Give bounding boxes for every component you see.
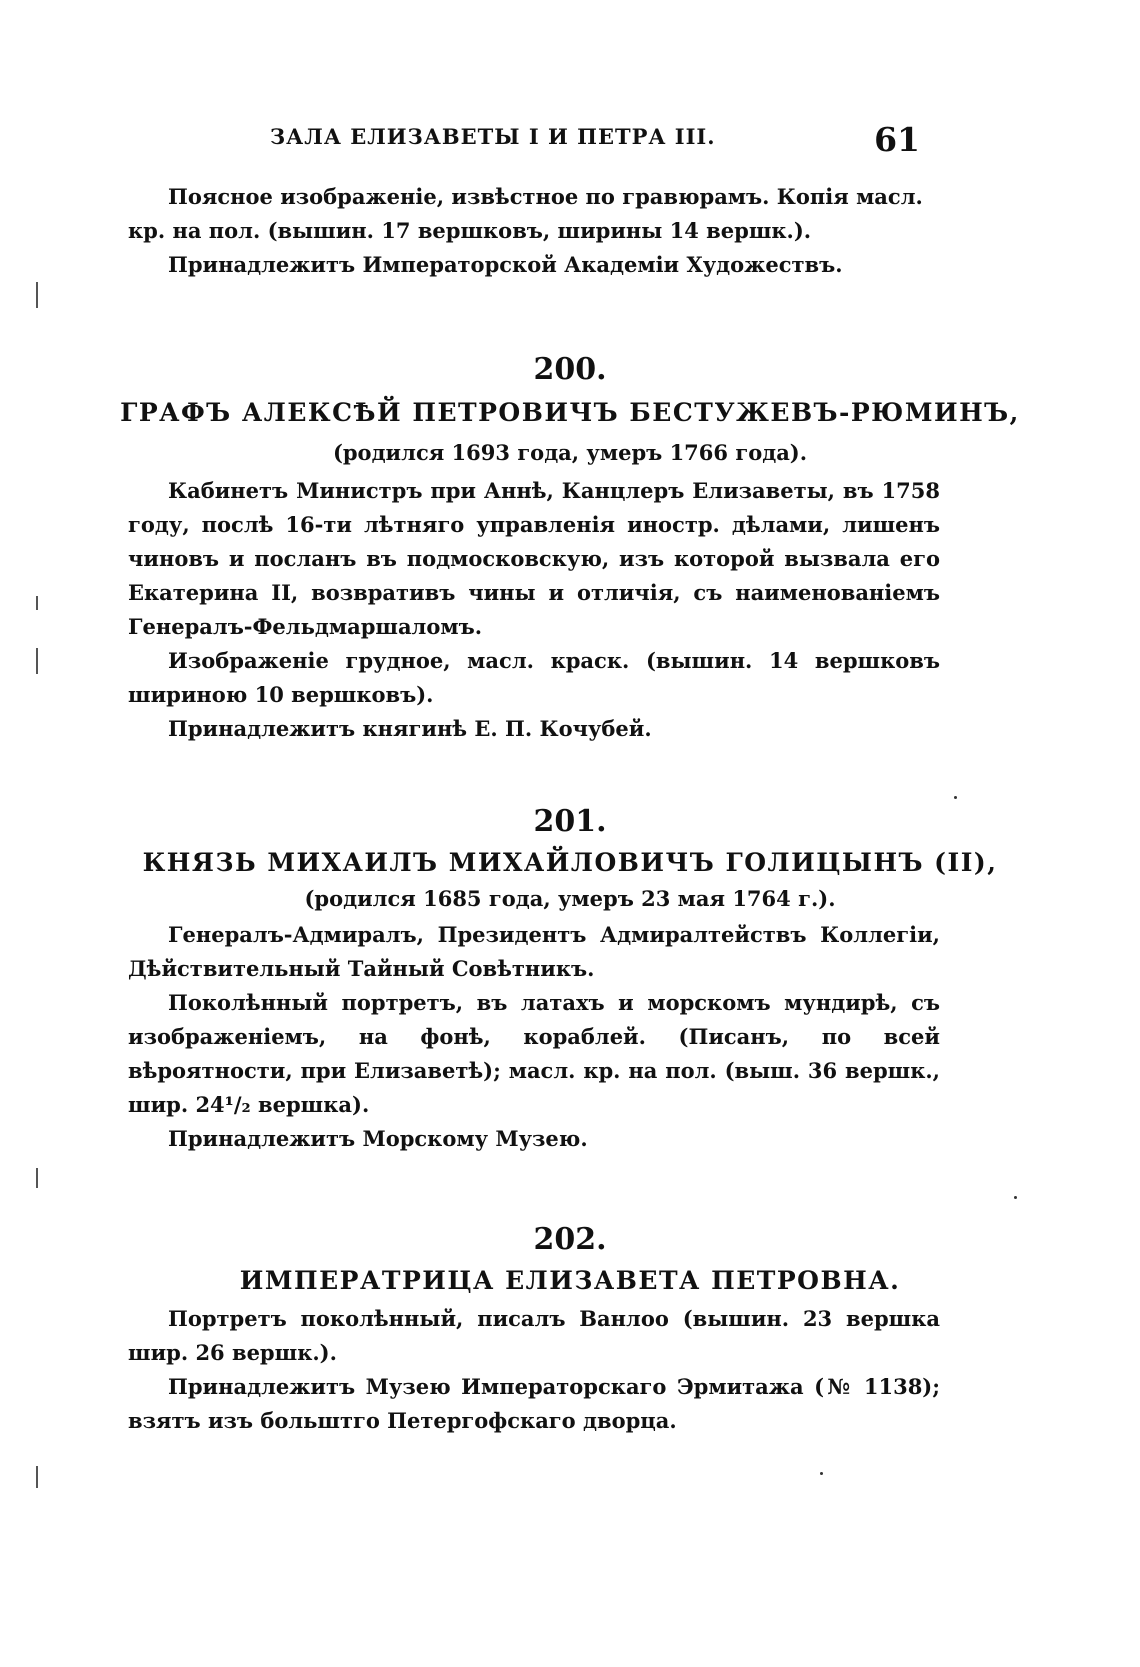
scan-mark xyxy=(36,282,38,308)
page-number: 61 xyxy=(874,120,920,159)
entry-201-owner: Принадлежитъ Морскому Музею. xyxy=(168,1126,588,1151)
page-header xyxy=(170,120,920,160)
entry-201-description: Поколѣнный портретъ, въ латахъ и морскомъ мундирѣ, съ изображеніемъ, на фонѣ, кораблей. (Писанъ, по всей вѣроятности, при Елизаветѣ); масл. кр. на пол. (выш. 36 вершк., шир. 24¹/₂ вершка). xyxy=(128,990,940,1117)
intro-line-2: кр. на пол. (вышин. 17 вершковъ, ширины 14 вершк.). xyxy=(128,218,812,243)
entry-201-title: КНЯЗЬ МИХАИЛЪ МИХАЙЛОВИЧЪ ГОЛИЦЫНЪ (II), xyxy=(142,848,998,877)
scan-mark xyxy=(36,1466,38,1488)
entry-202-number: 202. xyxy=(533,1222,607,1257)
scan-mark xyxy=(36,596,38,610)
entry-200-dates: (родился 1693 года, умеръ 1766 года). xyxy=(332,440,808,465)
entry-201-number: 201. xyxy=(533,804,607,839)
intro-line-3: Принадлежитъ Императорской Академіи Художествъ. xyxy=(168,252,843,277)
entry-200-body xyxy=(128,474,940,746)
entry-202-body xyxy=(128,1302,940,1438)
scan-speck xyxy=(820,1472,823,1475)
entry-202-title: ИМПЕРАТРИЦА ЕЛИЗАВЕТА ПЕТРОВНА. xyxy=(239,1266,901,1295)
entry-202-description: Портретъ поколѣнный, писалъ Ванлоо (вышин. 23 вершка шир. 26 вершк.). xyxy=(128,1306,940,1365)
entry-201-dates: (родился 1685 года, умеръ 23 мая 1764 г.). xyxy=(304,886,836,911)
scan-speck xyxy=(1014,1196,1017,1199)
intro-line-1: Поясное изображеніе, извѣстное по гравюрамъ. Копія масл. xyxy=(168,184,923,209)
entry-200-number: 200. xyxy=(533,352,607,387)
scan-speck xyxy=(954,796,957,799)
intro-block xyxy=(128,180,940,282)
entry-201-body xyxy=(128,918,940,1156)
entry-200-description: Изображеніе грудное, масл. краск. (вышин. 14 вершковъ шириною 10 вершковъ). xyxy=(128,648,940,707)
entry-200-title: ГРАФЪ АЛЕКСѢЙ ПЕТРОВИЧЪ БЕСТУЖЕВЪ-РЮМИНЪ, xyxy=(120,398,1020,427)
scan-mark xyxy=(36,1168,38,1188)
entry-201-bio: Генералъ-Адмиралъ, Президентъ Адмиралтействъ Коллегіи, Дѣйствительный Тайный Совѣтникъ. xyxy=(128,922,940,981)
entry-202-owner: Принадлежитъ Музею Императорскаго Эрмитажа (№ 1138); взятъ изъ больштго Петергофскаго дворца. xyxy=(128,1374,940,1433)
scan-mark xyxy=(36,648,38,674)
running-title: ЗАЛА ЕЛИЗАВЕТЫ I И ПЕТРА III. xyxy=(270,124,716,149)
entry-200-owner: Принадлежитъ княгинѣ Е. П. Кочубей. xyxy=(168,716,652,741)
entry-200-bio: Кабинетъ Министръ при Аннѣ, Канцлеръ Елизаветы, въ 1758 году, послѣ 16-ти лѣтняго управленія иностр. дѣлами, лишенъ чиновъ и посланъ въ подмосковскую, изъ которой вызвала его Екатерина II, возвративъ чины и отличія, съ наименованіемъ Генералъ-Фельдмаршаломъ. xyxy=(128,478,940,639)
